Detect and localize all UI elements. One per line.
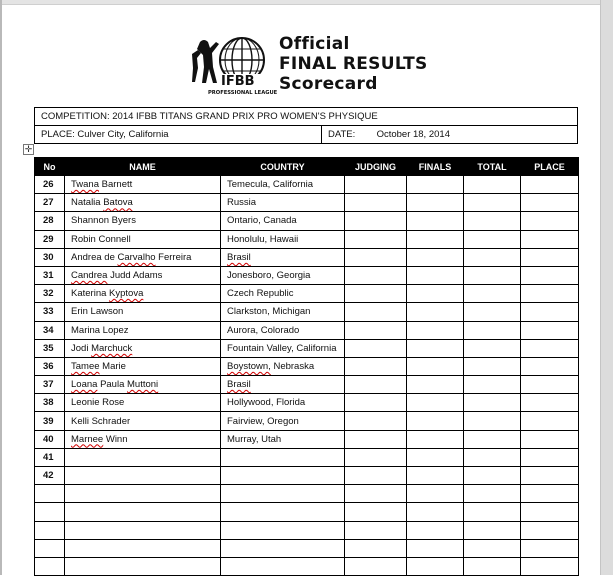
judging-cell[interactable]	[345, 448, 407, 466]
cell-word: Nebraska	[273, 360, 315, 372]
cell-word: Marie	[102, 360, 126, 372]
finals-cell[interactable]	[407, 394, 464, 412]
cell-word: Twana	[71, 179, 99, 191]
country-cell[interactable]: Clarkston, Michigan	[221, 303, 345, 321]
country-cell[interactable]: Murray, Utah	[221, 430, 345, 448]
date-label: DATE:	[328, 129, 356, 140]
cell-word: Kyptova	[109, 288, 144, 300]
table-row	[35, 339, 579, 357]
name-cell[interactable]	[65, 357, 221, 375]
title-line-2: FINAL RESULTS	[279, 54, 428, 74]
judging-cell[interactable]	[345, 521, 407, 539]
place-cell[interactable]	[521, 321, 579, 339]
judging-cell[interactable]	[345, 376, 407, 394]
country-cell[interactable]	[221, 557, 345, 575]
logo-subtitle: PROFESSIONAL LEAGUE	[208, 90, 278, 96]
table-row	[35, 176, 579, 194]
total-cell[interactable]	[464, 339, 521, 357]
place-cell[interactable]	[521, 357, 579, 375]
place-cell[interactable]	[521, 194, 579, 212]
judging-cell[interactable]	[345, 248, 407, 266]
name-cell[interactable]	[65, 503, 221, 521]
place-cell[interactable]	[521, 266, 579, 284]
finals-cell[interactable]	[407, 285, 464, 303]
date-cell[interactable]	[322, 126, 578, 144]
logo-wordmark: IFBB	[221, 74, 255, 89]
column-header-name: NAME	[65, 158, 221, 176]
country-cell[interactable]	[221, 357, 345, 375]
total-cell[interactable]	[464, 521, 521, 539]
column-header-judging: JUDGING	[345, 158, 407, 176]
name-cell[interactable]: Robin Connell	[65, 230, 221, 248]
country-cell[interactable]: Aurora, Colorado	[221, 321, 345, 339]
place-cell[interactable]	[521, 557, 579, 575]
country-cell[interactable]	[221, 485, 345, 503]
number-cell[interactable]	[35, 485, 65, 503]
cell-word: Judd	[110, 270, 131, 282]
country-cell[interactable]	[221, 521, 345, 539]
table-row	[35, 430, 579, 448]
table-row	[35, 212, 579, 230]
country-cell[interactable]: Czech Republic	[221, 285, 345, 303]
finals-cell[interactable]	[407, 430, 464, 448]
title-line-1: Official	[279, 34, 350, 54]
country-cell[interactable]	[221, 539, 345, 557]
country-cell[interactable]: Hollywood, Florida	[221, 394, 345, 412]
cell-word: Tamee	[71, 360, 100, 372]
country-cell[interactable]: Fairview, Oregon	[221, 412, 345, 430]
judging-cell[interactable]	[345, 467, 407, 485]
country-cell[interactable]: Russia	[221, 194, 345, 212]
table-row	[35, 521, 579, 539]
country-cell[interactable]: Temecula, California	[221, 176, 345, 194]
country-cell[interactable]: Ontario, Canada	[221, 212, 345, 230]
number-cell[interactable]: 26	[35, 176, 65, 194]
name-cell[interactable]: Erin Lawson	[65, 303, 221, 321]
place-cell[interactable]	[521, 412, 579, 430]
name-cell[interactable]: Kelli Schrader	[65, 412, 221, 430]
table-row	[35, 503, 579, 521]
name-cell[interactable]	[65, 557, 221, 575]
finals-cell[interactable]	[407, 230, 464, 248]
judging-cell[interactable]	[345, 303, 407, 321]
title-line-3: Scorecard	[279, 74, 378, 94]
total-cell[interactable]	[464, 448, 521, 466]
finals-cell[interactable]	[407, 194, 464, 212]
table-row	[35, 448, 579, 466]
place-cell[interactable]	[521, 176, 579, 194]
number-cell[interactable]	[35, 521, 65, 539]
competition-cell[interactable]: COMPETITION: 2014 IFBB TITANS GRAND PRIX PRO WOMEN'S PHYSIQUE	[35, 108, 578, 126]
judging-cell[interactable]	[345, 357, 407, 375]
name-cell[interactable]	[65, 430, 221, 448]
judging-cell[interactable]	[345, 285, 407, 303]
judging-cell[interactable]	[345, 557, 407, 575]
column-header-finals: FINALS	[407, 158, 464, 176]
ifbb-logo	[188, 34, 278, 96]
name-cell[interactable]	[65, 248, 221, 266]
place-cell[interactable]	[521, 503, 579, 521]
total-cell[interactable]	[464, 230, 521, 248]
cell-word: Adams	[132, 270, 163, 282]
name-cell[interactable]	[65, 521, 221, 539]
place-cell[interactable]	[521, 248, 579, 266]
cell-word: de	[104, 251, 115, 263]
name-cell[interactable]	[65, 266, 221, 284]
finals-cell[interactable]	[407, 176, 464, 194]
finals-cell[interactable]	[407, 212, 464, 230]
name-cell[interactable]	[65, 448, 221, 466]
cell-word: Andrea	[71, 251, 102, 263]
number-cell[interactable]	[35, 539, 65, 557]
column-header-no: No	[35, 158, 65, 176]
total-cell[interactable]	[464, 357, 521, 375]
judging-cell[interactable]	[345, 394, 407, 412]
number-cell[interactable]: 37	[35, 376, 65, 394]
judging-cell[interactable]	[345, 230, 407, 248]
place-cell[interactable]	[521, 212, 579, 230]
cell-word: Winn	[105, 433, 128, 445]
judging-cell[interactable]	[345, 194, 407, 212]
name-cell[interactable]: Shannon Byers	[65, 212, 221, 230]
finals-cell[interactable]	[407, 357, 464, 375]
name-cell[interactable]	[65, 467, 221, 485]
cell-word: Batova	[103, 197, 133, 209]
number-cell[interactable]: 42	[35, 467, 65, 485]
finals-cell[interactable]	[407, 303, 464, 321]
table-row	[35, 357, 579, 375]
table-row	[35, 321, 579, 339]
finals-cell[interactable]	[407, 503, 464, 521]
place-cell[interactable]	[521, 467, 579, 485]
table-row	[35, 303, 579, 321]
table-row	[35, 412, 579, 430]
total-cell[interactable]	[464, 194, 521, 212]
cell-word: Loana	[71, 379, 98, 391]
number-cell[interactable]: 31	[35, 266, 65, 284]
total-cell[interactable]	[464, 394, 521, 412]
table-move-handle-icon[interactable]: ✛	[24, 144, 33, 154]
finals-cell[interactable]	[407, 467, 464, 485]
country-cell[interactable]	[221, 248, 345, 266]
name-cell[interactable]	[65, 376, 221, 394]
number-cell[interactable]: 38	[35, 394, 65, 412]
number-cell[interactable]	[35, 557, 65, 575]
name-cell[interactable]	[65, 539, 221, 557]
table-row	[35, 248, 579, 266]
total-cell[interactable]	[464, 376, 521, 394]
scorecard-title	[279, 34, 428, 94]
name-cell[interactable]: Marina Lopez	[65, 321, 221, 339]
country-cell[interactable]	[221, 503, 345, 521]
date-value: October 18, 2014	[376, 129, 450, 140]
total-cell[interactable]	[464, 485, 521, 503]
total-cell[interactable]	[464, 303, 521, 321]
judging-cell[interactable]	[345, 321, 407, 339]
place-cell[interactable]	[521, 303, 579, 321]
finals-cell[interactable]	[407, 321, 464, 339]
number-cell[interactable]: 29	[35, 230, 65, 248]
number-cell[interactable]: 32	[35, 285, 65, 303]
country-cell[interactable]: Jonesboro, Georgia	[221, 266, 345, 284]
cell-word: Carvalho	[117, 251, 156, 263]
window-top-edge	[0, 0, 613, 5]
cell-word: Barnett	[101, 179, 133, 191]
judging-cell[interactable]	[345, 176, 407, 194]
number-cell[interactable]: 33	[35, 303, 65, 321]
table-row	[35, 285, 579, 303]
judging-cell[interactable]	[345, 430, 407, 448]
cell-word: Brasil	[227, 379, 251, 391]
total-cell[interactable]	[464, 176, 521, 194]
judging-cell[interactable]	[345, 412, 407, 430]
number-cell[interactable]: 30	[35, 248, 65, 266]
number-cell[interactable]	[35, 503, 65, 521]
vertical-scrollbar[interactable]	[600, 0, 613, 575]
table-row	[35, 230, 579, 248]
cell-word: Brasil	[227, 251, 251, 263]
finals-cell[interactable]	[407, 412, 464, 430]
country-cell[interactable]	[221, 467, 345, 485]
cell-word: Ferreira	[158, 251, 192, 263]
total-cell[interactable]	[464, 539, 521, 557]
number-cell[interactable]: 27	[35, 194, 65, 212]
name-cell[interactable]	[65, 339, 221, 357]
number-cell[interactable]: 41	[35, 448, 65, 466]
cell-word: Jodi	[71, 342, 89, 354]
table-row	[35, 557, 579, 575]
total-cell[interactable]	[464, 248, 521, 266]
cell-word: Paula	[100, 379, 125, 391]
judging-cell[interactable]	[345, 485, 407, 503]
cell-word: Marchuck	[91, 342, 133, 354]
place-cell[interactable]: PLACE: Culver City, California	[35, 126, 322, 144]
country-cell[interactable]	[221, 448, 345, 466]
name-cell[interactable]	[65, 485, 221, 503]
number-cell[interactable]: 36	[35, 357, 65, 375]
table-row	[35, 266, 579, 284]
place-cell[interactable]	[521, 521, 579, 539]
column-header-total: TOTAL	[464, 158, 521, 176]
finals-cell[interactable]	[407, 539, 464, 557]
cell-word: Muttoni	[127, 379, 159, 391]
table-row	[35, 394, 579, 412]
table-row	[35, 376, 579, 394]
judging-cell[interactable]	[345, 339, 407, 357]
number-cell[interactable]: 40	[35, 430, 65, 448]
place-cell[interactable]	[521, 230, 579, 248]
country-cell[interactable]: Honolulu, Hawaii	[221, 230, 345, 248]
place-cell[interactable]	[521, 448, 579, 466]
total-cell[interactable]	[464, 467, 521, 485]
finals-cell[interactable]	[407, 448, 464, 466]
total-cell[interactable]	[464, 266, 521, 284]
window-left-edge	[0, 0, 2, 575]
total-cell[interactable]	[464, 430, 521, 448]
total-cell[interactable]	[464, 285, 521, 303]
number-cell[interactable]: 35	[35, 339, 65, 357]
number-cell[interactable]: 34	[35, 321, 65, 339]
results-table	[34, 157, 579, 576]
cell-word: Katerina	[71, 288, 107, 300]
finals-cell[interactable]	[407, 376, 464, 394]
finals-cell[interactable]	[407, 339, 464, 357]
finals-cell[interactable]	[407, 248, 464, 266]
total-cell[interactable]	[464, 412, 521, 430]
place-cell[interactable]	[521, 339, 579, 357]
results-header-row	[35, 158, 579, 176]
total-cell[interactable]	[464, 212, 521, 230]
cell-word: Boystown,	[227, 360, 271, 372]
judging-cell[interactable]	[345, 503, 407, 521]
place-cell[interactable]	[521, 485, 579, 503]
name-cell[interactable]	[65, 285, 221, 303]
ifbb-logo-graphic	[188, 34, 278, 96]
cell-word: Natalia	[71, 197, 101, 209]
place-cell[interactable]	[521, 539, 579, 557]
country-cell[interactable]	[221, 376, 345, 394]
finals-cell[interactable]	[407, 485, 464, 503]
column-header-place: PLACE	[521, 158, 579, 176]
name-cell[interactable]	[65, 194, 221, 212]
table-row	[35, 485, 579, 503]
cell-word: Marnee	[71, 433, 104, 445]
table-row	[35, 194, 579, 212]
judging-cell[interactable]	[345, 539, 407, 557]
total-cell[interactable]	[464, 557, 521, 575]
finals-cell[interactable]	[407, 557, 464, 575]
cell-word: Candrea	[71, 270, 108, 282]
competition-info-table	[34, 107, 578, 144]
number-cell[interactable]: 28	[35, 212, 65, 230]
column-header-country: COUNTRY	[221, 158, 345, 176]
judging-cell[interactable]	[345, 212, 407, 230]
country-cell[interactable]: Fountain Valley, California	[221, 339, 345, 357]
number-cell[interactable]: 39	[35, 412, 65, 430]
total-cell[interactable]	[464, 503, 521, 521]
place-cell[interactable]	[521, 285, 579, 303]
table-row	[35, 467, 579, 485]
place-cell[interactable]	[521, 430, 579, 448]
table-row	[35, 539, 579, 557]
place-cell[interactable]	[521, 376, 579, 394]
judging-cell[interactable]	[345, 266, 407, 284]
finals-cell[interactable]	[407, 521, 464, 539]
place-cell[interactable]	[521, 394, 579, 412]
name-cell[interactable]: Leonie Rose	[65, 394, 221, 412]
total-cell[interactable]	[464, 321, 521, 339]
name-cell[interactable]	[65, 176, 221, 194]
finals-cell[interactable]	[407, 266, 464, 284]
